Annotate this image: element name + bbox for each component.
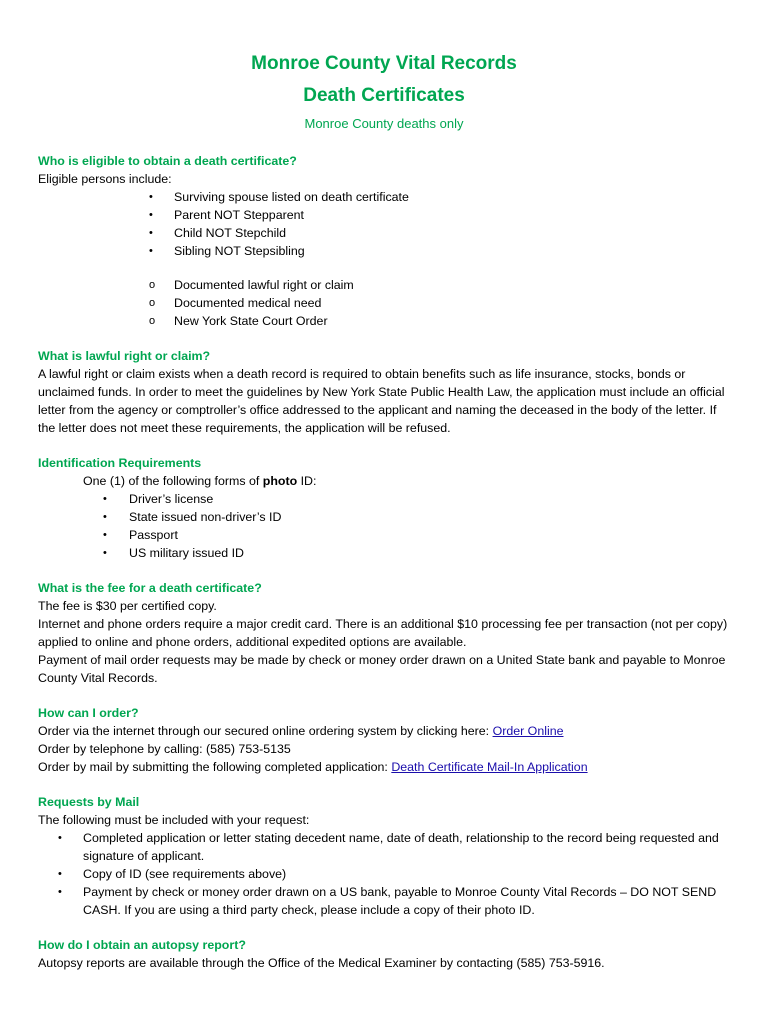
mail-heading: Requests by Mail — [38, 795, 140, 809]
mail-in-application-link[interactable]: Death Certificate Mail-In Application — [391, 760, 588, 774]
list-item: • Sibling NOT Stepsibling — [149, 244, 305, 258]
order-phone: Order by telephone by calling: (585) 753-5135 — [38, 742, 291, 756]
document-page — [38, 48, 730, 972]
list-item: • State issued non-driver’s ID — [103, 510, 282, 524]
circle-bullet-icon: o — [149, 297, 156, 309]
fee-line-1: The fee is $30 per certified copy. — [38, 599, 217, 613]
id-list — [38, 490, 730, 562]
lawful-section — [38, 347, 730, 437]
bullet-icon: • — [149, 209, 153, 221]
order-section — [38, 704, 730, 776]
circle-bullet-icon: o — [149, 315, 156, 327]
order-heading: How can I order? — [38, 706, 139, 720]
eligibility-section — [38, 152, 730, 330]
identification-intro: One (1) of the following forms of photo ID: — [83, 474, 317, 488]
bullet-icon: • — [149, 191, 153, 203]
eligibility-heading: Who is eligible to obtain a death certificate? — [38, 154, 297, 168]
bullet-icon: • — [149, 245, 153, 257]
list-item: • Copy of ID (see requirements above) — [58, 867, 287, 881]
order-mail: Order by mail by submitting the following completed application: Death Certificate Mail-In Application — [38, 760, 588, 774]
autopsy-text: Autopsy reports are available through the Office of the Medical Examiner by contacting (585) 753-5916. — [38, 956, 605, 970]
list-item: • Child NOT Stepchild — [149, 226, 287, 240]
identification-heading: Identification Requirements — [38, 456, 202, 470]
list-item: • Passport — [103, 528, 178, 542]
page-subtitle: Monroe County deaths only — [304, 116, 464, 131]
mail-requirements-list — [38, 829, 730, 919]
list-item: • US military issued ID — [103, 546, 244, 560]
bullet-icon: • — [103, 529, 107, 541]
page-subtitle-title: Death Certificates — [303, 85, 465, 106]
eligible-persons-list — [38, 188, 730, 260]
list-item: o New York State Court Order — [149, 314, 328, 328]
list-item: • Surviving spouse listed on death certificate — [149, 190, 409, 204]
bullet-icon: • — [149, 227, 153, 239]
identification-section — [38, 454, 730, 562]
order-online-link[interactable]: Order Online — [492, 724, 564, 738]
bullet-icon: • — [103, 547, 107, 559]
bullet-icon: • — [103, 493, 107, 505]
fee-heading: What is the fee for a death certificate? — [38, 581, 262, 595]
page-title: Monroe County Vital Records — [251, 53, 517, 74]
lawful-text: A lawful right or claim exists when a death record is required to obtain benefits such as life insurance, stocks, bonds or unclaimed funds. In order to meet the guidelines by New York State Public Health Law, the application must include an official letter from the agency or comptroller’s office addressed to the applicant and naming the deceased in the body of the letter. If the letter does not meet these requirements, the application will be refused. — [38, 367, 725, 435]
list-item: • Completed application or letter stating decedent name, date of death, relationship to the record being requested and signature of applicant. — [58, 831, 719, 863]
fee-line-2: Internet and phone orders require a major credit card. There is an additional $10 processing fee per transaction (not per copy) applied to online and phone orders, additional expedited options are available. — [38, 617, 728, 649]
mail-intro: The following must be included with your request: — [38, 813, 310, 827]
list-item: • Parent NOT Stepparent — [149, 208, 304, 222]
mail-section — [38, 793, 730, 919]
fee-line-3: Payment of mail order requests may be made by check or money order drawn on a United State bank and payable to Monroe County Vital Records. — [38, 653, 726, 685]
circle-bullet-icon: o — [149, 279, 156, 291]
eligibility-intro: Eligible persons include: — [38, 172, 172, 186]
autopsy-heading: How do I obtain an autopsy report? — [38, 938, 246, 952]
eligible-other-list — [38, 276, 730, 330]
bullet-icon: • — [103, 511, 107, 523]
list-item: o Documented medical need — [149, 296, 322, 310]
lawful-heading: What is lawful right or claim? — [38, 349, 211, 363]
list-item: • Driver’s license — [103, 492, 214, 506]
autopsy-section — [38, 936, 730, 972]
bullet-icon: • — [58, 832, 62, 844]
order-internet: Order via the internet through our secured online ordering system by clicking here: Order Online — [38, 724, 564, 738]
list-item: o Documented lawful right or claim — [149, 278, 354, 292]
list-item: • Payment by check or money order drawn on a US bank, payable to Monroe County Vital Records – DO NOT SEND CASH. If you are using a third party check, please include a copy of their photo ID. — [58, 885, 717, 917]
fee-section — [38, 579, 730, 687]
bullet-icon: • — [58, 886, 62, 898]
bullet-icon: • — [58, 868, 62, 880]
